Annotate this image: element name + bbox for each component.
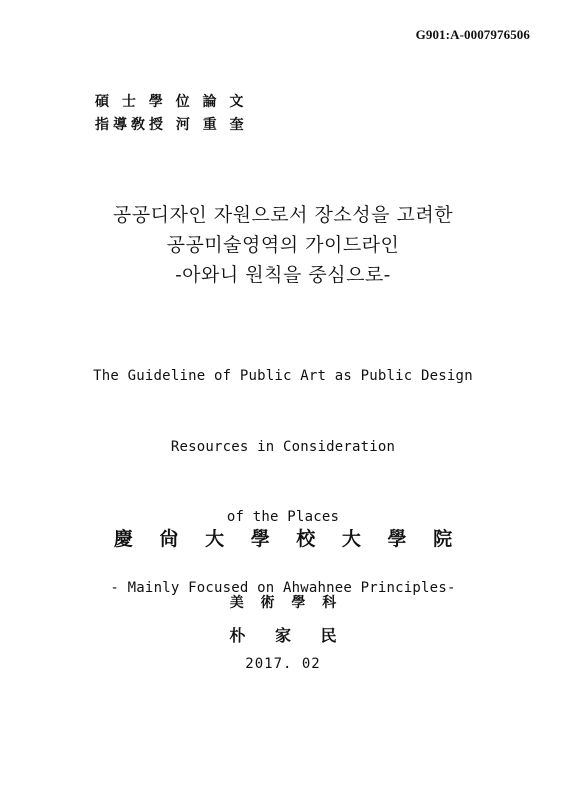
author-name: 朴 家 民: [229, 626, 349, 645]
university-name: 慶 尙 大 學 校 大 學 院: [113, 528, 463, 550]
document-id: G901:A-0007976506: [415, 27, 530, 42]
english-title-line-3: of the Places: [226, 509, 340, 525]
degree-type: 碩 士 學 位 論 文: [95, 94, 248, 110]
submission-date: 2017. 02: [245, 656, 321, 672]
department-name: 美 術 學 科: [229, 595, 343, 611]
english-title-line-1: The Guideline of Public Art as Public Design: [93, 368, 473, 384]
korean-title-line-2: 공공미술영역의 가이드라인: [166, 234, 400, 256]
english-title-line-4: - Mainly Focused on Ahwahnee Principles-: [110, 579, 456, 596]
korean-title-line-1: 공공디자인 자원으로서 장소성을 고려한: [112, 204, 454, 226]
korean-title-line-3: -아와니 원칙을 중심으로-: [175, 264, 391, 286]
korean-title: [0, 200, 566, 290]
english-title-line-2: Resources in Consideration: [170, 438, 396, 455]
degree-block: [95, 91, 248, 137]
advisor-line: 指導敎授 河 重 奎: [95, 117, 248, 133]
